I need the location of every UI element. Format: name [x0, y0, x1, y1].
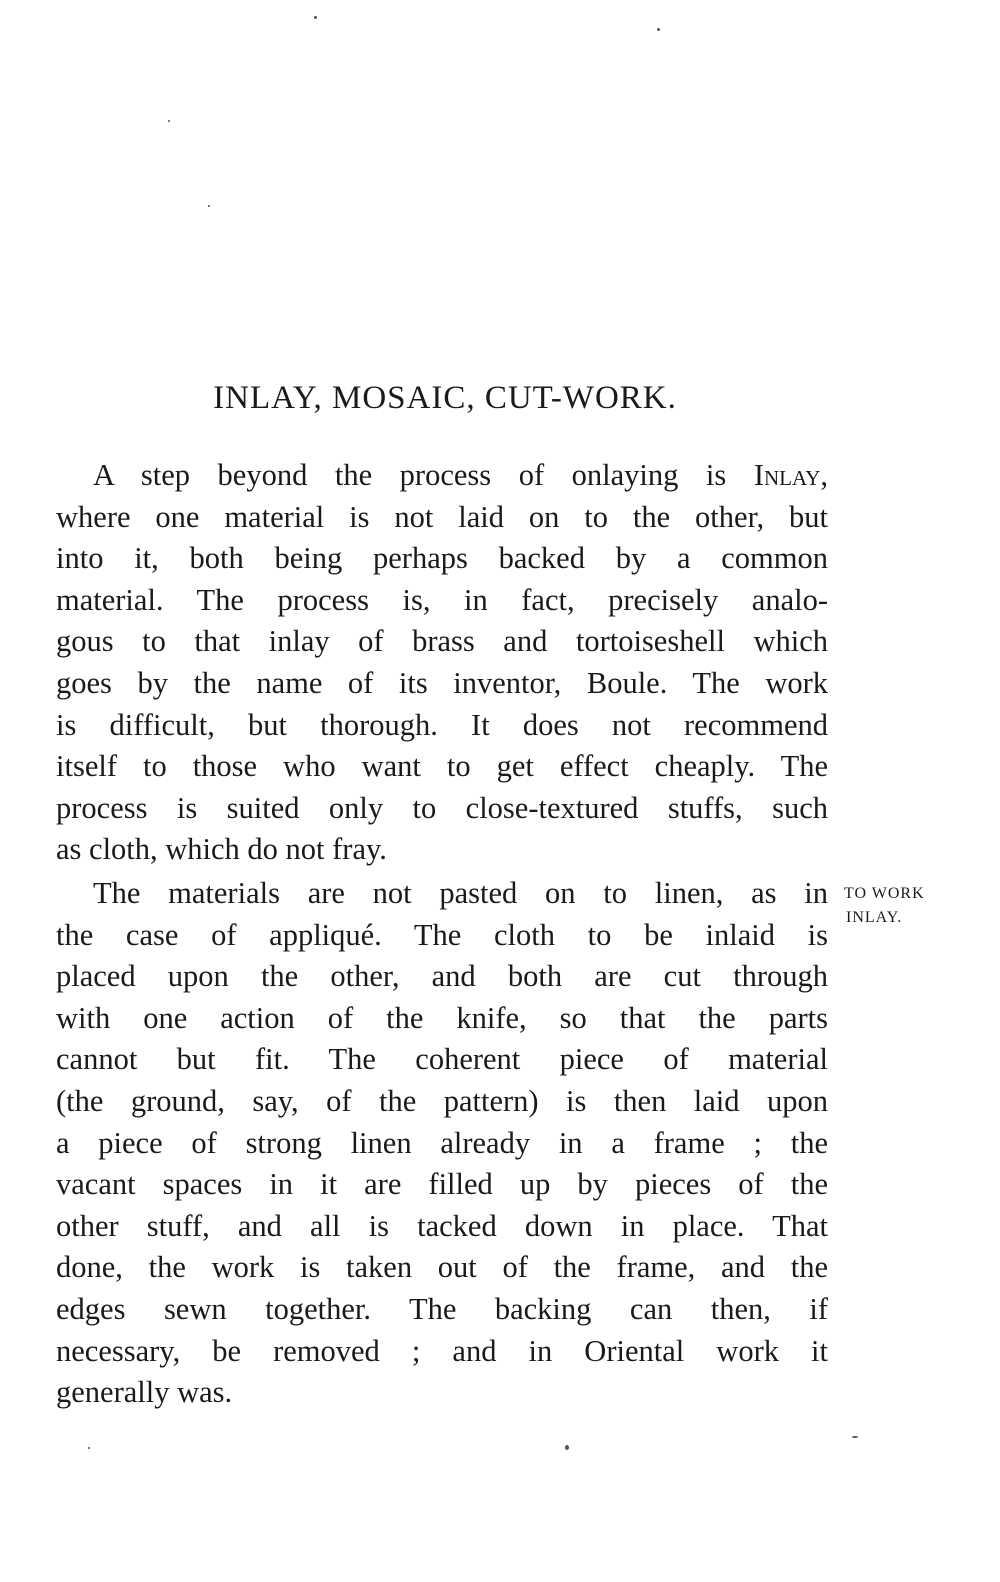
- text-line: the case of appliqué. The cloth to be inlaid is: [56, 917, 828, 952]
- text-line: goes by the name of its inventor, Boule. The work: [56, 665, 828, 700]
- scan-speck: [565, 1445, 569, 1450]
- text-line: process is suited only to close-textured stuffs, such: [56, 790, 828, 825]
- marginal-note-line: INLAY.: [846, 909, 903, 926]
- text-line: placed upon the other, and both are cut through: [56, 959, 828, 994]
- text-line: other stuff, and all is tacked down in place. That: [56, 1208, 828, 1243]
- text-line: edges sewn together. The backing can then, if: [56, 1291, 828, 1326]
- text-line: material. The process is, in fact, precisely analo-: [56, 582, 828, 617]
- paragraph-to-work-inlay: [56, 873, 828, 1414]
- text-line: generally was.: [56, 1375, 233, 1410]
- text-line: with one action of the knife, so that the parts: [56, 1000, 828, 1035]
- emphasis-term: Inlay,: [753, 458, 828, 492]
- text-line: as cloth, which do not fray.: [56, 832, 387, 867]
- text-line: where one material is not laid on to the other, but: [56, 499, 828, 534]
- scan-speck: [852, 1436, 858, 1438]
- text-line: is difficult, but thorough. It does not recommend: [56, 707, 828, 742]
- paragraph-inlay-intro: [56, 455, 828, 871]
- text-line: A step beyond the process of onlaying is Inlay,: [93, 458, 828, 492]
- scan-speck: [657, 28, 660, 31]
- text-line: done, the work is taken out of the frame, and the: [56, 1250, 828, 1285]
- text-line: into it, both being perhaps backed by a common: [56, 541, 828, 576]
- text-line: gous to that inlay of brass and tortoiseshell which: [56, 624, 828, 659]
- scan-speck: [314, 16, 317, 19]
- text-line: itself to those who want to get effect cheaply. The: [56, 749, 828, 784]
- text-line: vacant spaces in it are filled up by pieces of the: [56, 1167, 828, 1202]
- marginal-note-line: TO WORK: [844, 885, 925, 902]
- text-line: The materials are not pasted on to linen, as in: [93, 876, 828, 910]
- scan-speck: [88, 1447, 90, 1449]
- text-line: a piece of strong linen already in a frame ; the: [56, 1125, 828, 1160]
- scan-speck: [208, 205, 210, 207]
- text-line: cannot but fit. The coherent piece of material: [56, 1042, 828, 1077]
- scan-speck: [168, 120, 170, 122]
- marginal-note: [844, 882, 925, 930]
- text-line: (the ground, say, of the pattern) is then laid upon: [56, 1083, 828, 1118]
- chapter-title: INLAY, MOSAIC, CUT-WORK.: [213, 380, 677, 416]
- text-line: necessary, be removed ; and in Oriental work it: [56, 1333, 828, 1368]
